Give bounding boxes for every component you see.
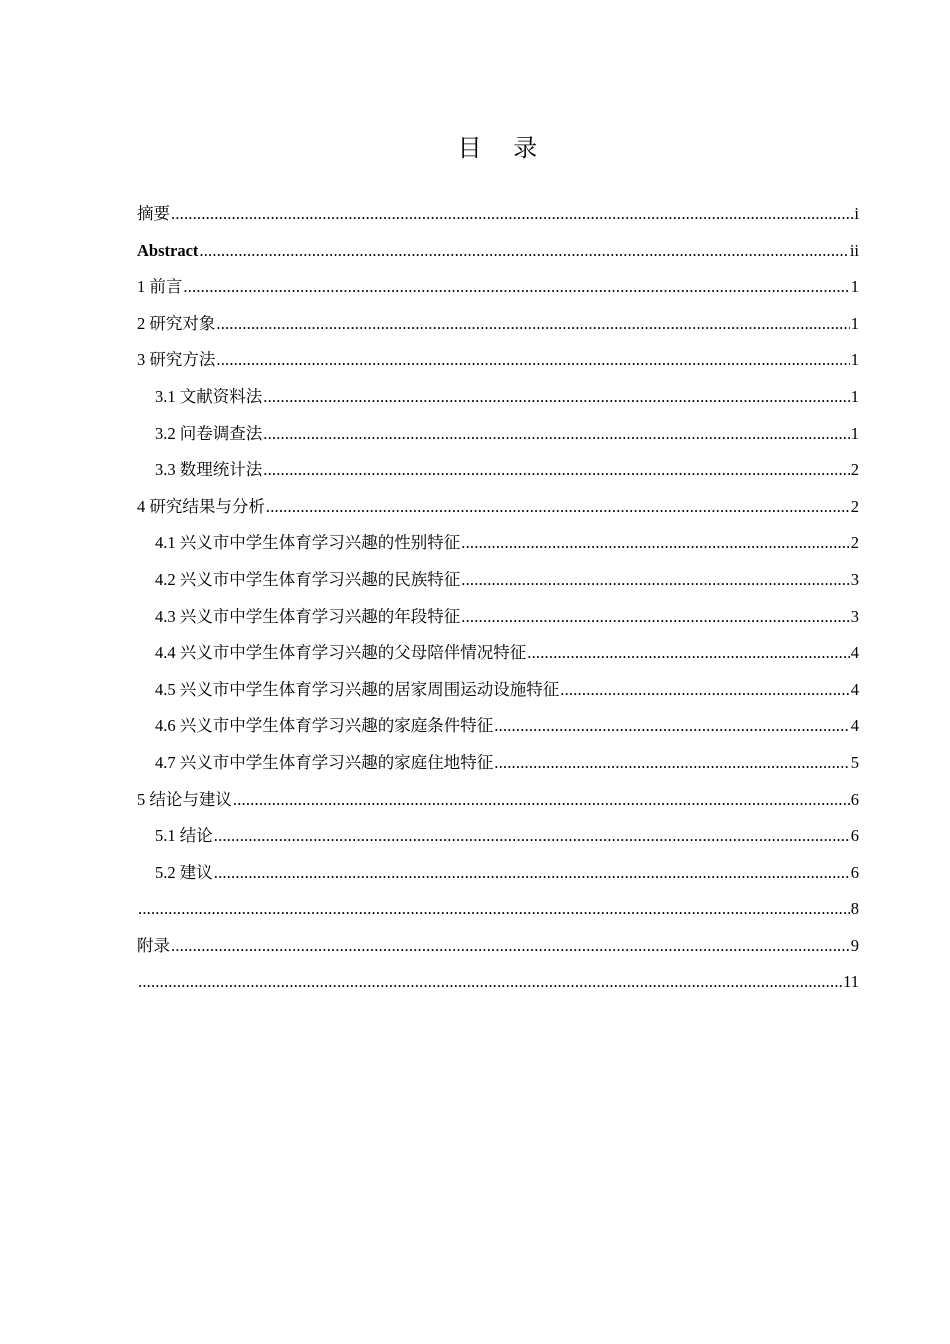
toc-entry-label: 3.1 文献资料法 [155, 386, 263, 406]
toc-entry[interactable] [137, 635, 859, 672]
toc-entry[interactable] [137, 562, 859, 599]
toc-dot-leader [138, 964, 842, 1001]
toc-entry-page-number: 3 [850, 569, 859, 589]
toc-entry[interactable] [137, 891, 859, 928]
toc-entry-label: 1 前言 [137, 277, 183, 297]
toc-dot-leader [214, 855, 850, 892]
toc-entry-label: 3 研究方法 [137, 350, 216, 370]
toc-entry[interactable] [137, 672, 859, 709]
toc-entry[interactable] [137, 416, 859, 453]
toc-entry-label: 4.5 兴义市中学生体育学习兴趣的居家周围运动设施特征 [155, 679, 560, 699]
toc-entry-page-number: i [854, 204, 859, 223]
toc-entry-label: 5 结论与建议 [137, 789, 232, 809]
toc-entry-label: 4.7 兴义市中学生体育学习兴趣的家庭住地特征 [155, 752, 494, 772]
toc-dot-leader [494, 708, 850, 745]
table-of-contents [137, 196, 859, 1001]
toc-entry-page-number: 6 [850, 862, 859, 882]
toc-entry-label: 4.6 兴义市中学生体育学习兴趣的家庭条件特征 [155, 716, 494, 736]
toc-entry[interactable] [137, 306, 859, 343]
toc-entry[interactable] [137, 782, 859, 819]
toc-dot-leader [214, 818, 850, 855]
toc-entry-label: 4.4 兴义市中学生体育学习兴趣的父母陪伴情况特征 [155, 643, 527, 663]
toc-entry[interactable] [137, 379, 859, 416]
toc-entry-label: 3.3 数理统计法 [155, 460, 263, 480]
toc-entry-label: 2 研究对象 [137, 313, 216, 333]
toc-entry-page-number: 1 [850, 313, 859, 333]
toc-entry-page-number: 11 [843, 972, 859, 992]
toc-dot-leader [216, 306, 849, 343]
toc-entry-label: 5.2 建议 [155, 862, 213, 882]
toc-entry[interactable] [137, 452, 859, 489]
toc-entry-page-number: 6 [850, 826, 859, 846]
toc-entry-page-number: 4 [850, 716, 859, 736]
toc-dot-leader [263, 379, 850, 416]
toc-entry-page-number: 8 [850, 899, 859, 919]
toc-dot-leader [263, 416, 850, 453]
toc-entry-label: 附录 [137, 935, 170, 955]
toc-dot-leader [494, 745, 850, 782]
toc-dot-leader [233, 782, 850, 819]
toc-dot-leader [461, 525, 850, 562]
toc-entry-label: 摘要 [137, 204, 170, 223]
toc-dot-leader [560, 672, 850, 709]
toc-dot-leader [461, 599, 850, 636]
toc-entry[interactable] [137, 964, 859, 1001]
toc-dot-leader [171, 196, 853, 233]
toc-entry[interactable] [137, 818, 859, 855]
toc-entry[interactable] [137, 525, 859, 562]
toc-entry-page-number: 1 [850, 350, 859, 370]
page-title: 目 录 [457, 134, 550, 162]
toc-entry[interactable] [137, 855, 859, 892]
toc-dot-leader [199, 233, 848, 270]
toc-entry[interactable] [137, 489, 859, 526]
toc-entry-label: 3.2 问卷调查法 [155, 423, 263, 443]
toc-entry-label: Abstract [137, 240, 199, 260]
toc-entry[interactable] [137, 342, 859, 379]
toc-entry[interactable] [137, 196, 859, 233]
toc-entry-page-number: 4 [850, 679, 859, 699]
toc-entry-label: 5.1 结论 [155, 826, 213, 846]
toc-entry-page-number: 2 [850, 533, 859, 553]
toc-dot-leader [183, 269, 849, 306]
toc-dot-leader [266, 489, 850, 526]
toc-entry-label: 4.1 兴义市中学生体育学习兴趣的性别特征 [155, 533, 461, 553]
toc-entry-page-number: 3 [850, 606, 859, 626]
toc-dot-leader [138, 891, 850, 928]
toc-entry-page-number: 1 [850, 386, 859, 406]
toc-dot-leader [461, 562, 850, 599]
toc-entry-page-number: 4 [850, 643, 859, 663]
toc-entry-label: 4.2 兴义市中学生体育学习兴趣的民族特征 [155, 569, 461, 589]
toc-entry[interactable] [137, 745, 859, 782]
toc-entry-label: 4 研究结果与分析 [137, 496, 265, 516]
toc-entry-page-number: 1 [850, 277, 859, 297]
toc-entry[interactable] [137, 269, 859, 306]
toc-entry[interactable] [137, 708, 859, 745]
toc-dot-leader [527, 635, 850, 672]
toc-dot-leader [216, 342, 849, 379]
toc-entry-page-number: 9 [850, 935, 859, 955]
toc-entry-page-number: 1 [850, 423, 859, 443]
toc-dot-leader [171, 928, 850, 965]
toc-entry-label: 4.3 兴义市中学生体育学习兴趣的年段特征 [155, 606, 461, 626]
toc-dot-leader [263, 452, 850, 489]
toc-entry[interactable] [137, 599, 859, 636]
toc-entry[interactable] [137, 233, 859, 270]
toc-entry-page-number: 2 [850, 460, 859, 480]
toc-entry[interactable] [137, 928, 859, 965]
toc-entry-page-number: 5 [850, 752, 859, 772]
toc-entry-page-number: 2 [850, 496, 859, 516]
toc-entry-page-number: 6 [850, 789, 859, 809]
toc-entry-page-number: ii [849, 240, 859, 260]
